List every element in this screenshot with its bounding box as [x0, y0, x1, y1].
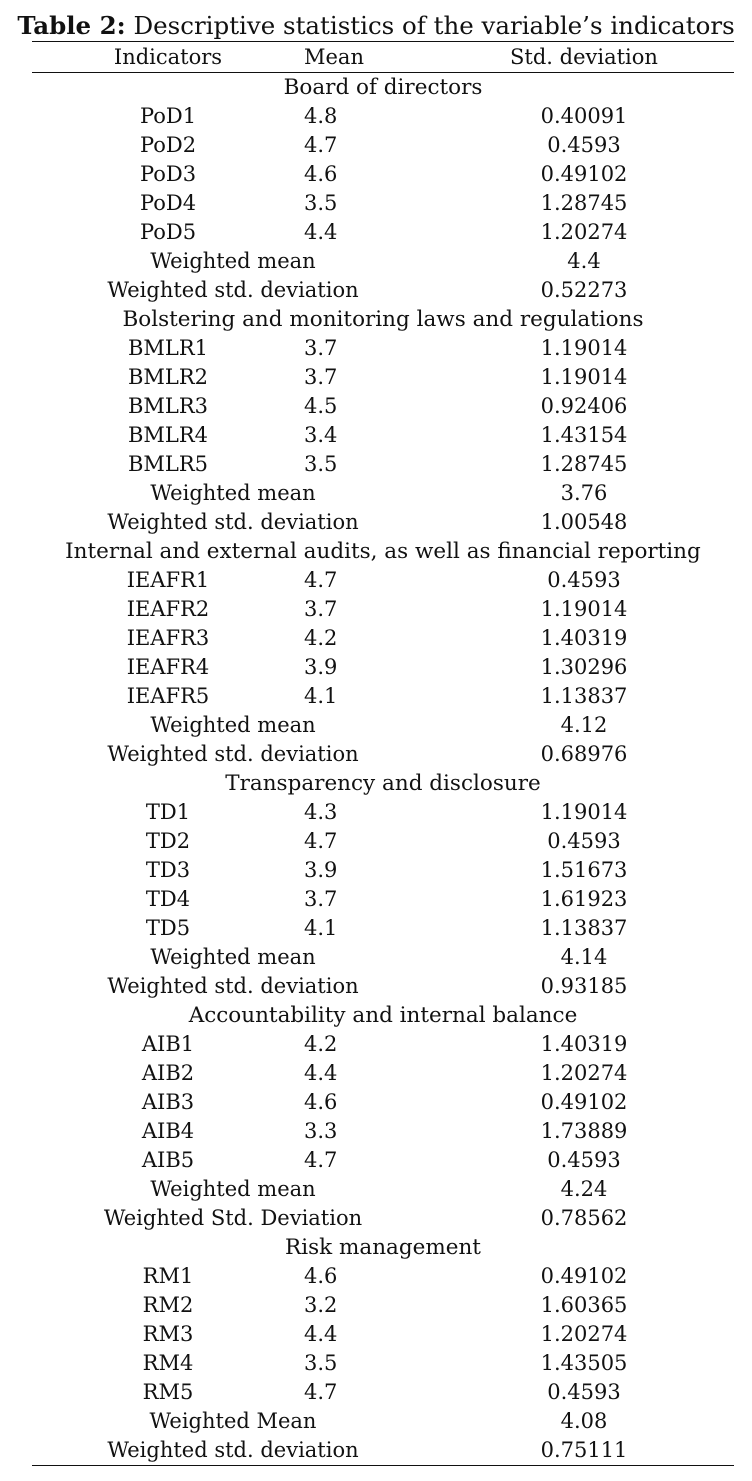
header-indicators: Indicators — [113, 44, 223, 69]
table-row — [32, 682, 734, 711]
section-row — [32, 73, 734, 103]
mean-cell: 4.7 — [304, 133, 338, 157]
mean-cell: 4.2 — [304, 1032, 338, 1056]
table-row — [32, 827, 734, 856]
mean-cell: 4.1 — [304, 684, 338, 708]
std-cell: 1.40319 — [540, 1032, 628, 1056]
table-row — [32, 653, 734, 682]
indicator-cell: PoD3 — [139, 162, 197, 186]
table-row — [32, 1378, 734, 1407]
weighted-mean-label: Weighted Mean — [149, 1409, 317, 1433]
table-row — [32, 1117, 734, 1146]
weighted-std-label: Weighted std. deviation — [107, 1438, 359, 1462]
weighted-mean-row — [32, 1175, 734, 1204]
std-cell: 0.4593 — [547, 1148, 621, 1172]
indicator-cell: PoD4 — [139, 191, 197, 215]
mean-cell: 4.3 — [304, 800, 338, 824]
weighted-mean-row — [32, 1407, 734, 1436]
std-cell: 1.60365 — [540, 1293, 628, 1317]
section-row — [32, 1001, 734, 1030]
table-row — [32, 334, 734, 363]
std-cell: 1.28745 — [540, 452, 628, 476]
weighted-mean-label: Weighted mean — [150, 945, 316, 969]
table-row — [32, 392, 734, 421]
mean-cell: 4.7 — [304, 1148, 338, 1172]
table-row — [32, 595, 734, 624]
weighted-std-label: Weighted Std. Deviation — [103, 1206, 363, 1230]
std-cell: 0.4593 — [547, 568, 621, 592]
table-row — [32, 450, 734, 479]
indicator-cell: BMLR2 — [127, 365, 209, 389]
mean-cell: 3.3 — [304, 1119, 338, 1143]
std-cell: 1.30296 — [540, 655, 628, 679]
std-cell: 1.13837 — [540, 916, 628, 940]
std-cell: 0.4593 — [547, 1380, 621, 1404]
weighted-mean-row — [32, 479, 734, 508]
weighted-mean-label: Weighted mean — [150, 1177, 316, 1201]
table-row — [32, 189, 734, 218]
table-row — [32, 1349, 734, 1378]
header-row — [32, 42, 734, 73]
weighted-mean-value: 4.08 — [560, 1409, 608, 1433]
section-title: Transparency and disclosure — [225, 771, 541, 796]
weighted-mean-label: Weighted mean — [150, 481, 316, 505]
mean-cell: 3.7 — [304, 887, 338, 911]
mean-cell: 3.7 — [304, 336, 338, 360]
weighted-std-row — [32, 1204, 734, 1233]
table-row — [32, 421, 734, 450]
weighted-mean-value: 4.24 — [560, 1177, 608, 1201]
weighted-std-value: 0.68976 — [540, 742, 628, 766]
weighted-std-value: 0.93185 — [540, 974, 628, 998]
std-cell: 1.20274 — [540, 1322, 628, 1346]
weighted-mean-row — [32, 943, 734, 972]
std-cell: 1.13837 — [540, 684, 628, 708]
std-cell: 0.4593 — [547, 133, 621, 157]
section-row — [32, 537, 734, 566]
mean-cell: 3.5 — [304, 1351, 338, 1375]
std-cell: 1.43154 — [540, 423, 628, 447]
weighted-mean-value: 3.76 — [560, 481, 608, 505]
descriptive-statistics-table — [32, 41, 734, 1466]
mean-cell: 3.2 — [304, 1293, 338, 1317]
mean-cell: 3.7 — [304, 365, 338, 389]
table-row — [32, 1030, 734, 1059]
indicator-cell: TD3 — [145, 858, 191, 882]
mean-cell: 4.7 — [304, 1380, 338, 1404]
section-row — [32, 769, 734, 798]
weighted-std-value: 1.00548 — [540, 510, 628, 534]
indicator-cell: RM3 — [142, 1322, 194, 1346]
table-row — [32, 885, 734, 914]
indicator-cell: AIB2 — [141, 1061, 195, 1085]
table-row — [32, 798, 734, 827]
std-cell: 0.40091 — [540, 104, 628, 128]
indicator-cell: RM4 — [142, 1351, 194, 1375]
mean-cell: 3.9 — [304, 858, 338, 882]
table-row — [32, 624, 734, 653]
mean-cell: 3.5 — [304, 191, 338, 215]
weighted-std-row — [32, 508, 734, 537]
mean-cell: 4.1 — [304, 916, 338, 940]
indicator-cell: PoD1 — [139, 104, 197, 128]
section-row — [32, 1233, 734, 1262]
indicator-cell: IEAFR4 — [126, 655, 210, 679]
indicator-cell: TD4 — [145, 887, 191, 911]
weighted-std-row — [32, 1436, 734, 1466]
indicator-cell: IEAFR5 — [126, 684, 210, 708]
std-cell: 1.20274 — [540, 220, 628, 244]
table-row — [32, 1146, 734, 1175]
std-cell: 1.19014 — [540, 365, 628, 389]
indicator-cell: IEAFR3 — [126, 626, 210, 650]
mean-cell: 4.4 — [304, 220, 338, 244]
header-mean: Mean — [304, 44, 364, 69]
indicator-cell: AIB3 — [141, 1090, 195, 1114]
weighted-std-label: Weighted std. deviation — [107, 974, 359, 998]
indicator-cell: TD5 — [145, 916, 191, 940]
section-title: Risk management — [285, 1235, 481, 1260]
indicator-cell: TD2 — [145, 829, 191, 853]
weighted-std-label: Weighted std. deviation — [107, 510, 359, 534]
weighted-std-value: 0.78562 — [540, 1206, 628, 1230]
table-row — [32, 218, 734, 247]
table-row — [32, 1291, 734, 1320]
weighted-mean-value: 4.12 — [560, 713, 608, 737]
table-row — [32, 1088, 734, 1117]
mean-cell: 4.2 — [304, 626, 338, 650]
caption-text: Descriptive statistics of the variable’s indicators — [125, 11, 735, 40]
mean-cell: 3.9 — [304, 655, 338, 679]
table-row — [32, 131, 734, 160]
std-cell: 1.73889 — [540, 1119, 628, 1143]
indicator-cell: BMLR1 — [127, 336, 209, 360]
std-cell: 1.19014 — [540, 336, 628, 360]
mean-cell: 4.6 — [304, 162, 338, 186]
std-cell: 1.51673 — [540, 858, 628, 882]
weighted-mean-label: Weighted mean — [150, 713, 316, 737]
mean-cell: 3.7 — [304, 597, 338, 621]
indicator-cell: AIB4 — [141, 1119, 195, 1143]
indicator-cell: RM2 — [142, 1293, 194, 1317]
indicator-cell: PoD5 — [139, 220, 197, 244]
weighted-mean-value: 4.14 — [560, 945, 608, 969]
caption-label: Table 2: — [17, 11, 126, 40]
indicator-cell: TD1 — [145, 800, 191, 824]
table-row — [32, 856, 734, 885]
indicator-cell: BMLR3 — [127, 394, 209, 418]
mean-cell: 4.7 — [304, 829, 338, 853]
weighted-std-label: Weighted std. deviation — [107, 742, 359, 766]
std-cell: 1.28745 — [540, 191, 628, 215]
indicator-cell: PoD2 — [139, 133, 197, 157]
mean-cell: 4.5 — [304, 394, 338, 418]
table-row — [32, 566, 734, 595]
table-row — [32, 1320, 734, 1349]
table-row — [32, 914, 734, 943]
indicator-cell: RM1 — [142, 1264, 194, 1288]
section-title: Bolstering and monitoring laws and regulations — [122, 307, 644, 332]
section-row — [32, 305, 734, 334]
weighted-std-row — [32, 276, 734, 305]
table-caption — [0, 8, 752, 44]
mean-cell: 4.4 — [304, 1322, 338, 1346]
weighted-mean-row — [32, 247, 734, 276]
mean-cell: 3.4 — [304, 423, 338, 447]
std-cell: 0.4593 — [547, 829, 621, 853]
std-cell: 0.49102 — [540, 1090, 628, 1114]
table-row — [32, 102, 734, 131]
table-row — [32, 1059, 734, 1088]
mean-cell: 4.7 — [304, 568, 338, 592]
table-row — [32, 363, 734, 392]
indicator-cell: IEAFR2 — [126, 597, 210, 621]
weighted-mean-value: 4.4 — [567, 249, 601, 273]
weighted-std-value: 0.75111 — [540, 1438, 628, 1462]
weighted-mean-label: Weighted mean — [150, 249, 316, 273]
mean-cell: 4.8 — [304, 104, 338, 128]
indicator-cell: AIB5 — [141, 1148, 195, 1172]
indicator-cell: BMLR5 — [127, 452, 209, 476]
std-cell: 1.19014 — [540, 800, 628, 824]
table-row — [32, 1262, 734, 1291]
std-cell: 1.19014 — [540, 597, 628, 621]
std-cell: 1.43505 — [540, 1351, 628, 1375]
indicator-cell: IEAFR1 — [126, 568, 210, 592]
indicator-cell: BMLR4 — [127, 423, 209, 447]
std-cell: 0.49102 — [540, 162, 628, 186]
indicator-cell: RM5 — [142, 1380, 194, 1404]
weighted-std-value: 0.52273 — [540, 278, 628, 302]
std-cell: 1.20274 — [540, 1061, 628, 1085]
weighted-std-row — [32, 740, 734, 769]
weighted-mean-row — [32, 711, 734, 740]
std-cell: 0.49102 — [540, 1264, 628, 1288]
table-row — [32, 160, 734, 189]
std-cell: 0.92406 — [540, 394, 628, 418]
section-title: Internal and external audits, as well as financial reporting — [65, 539, 701, 564]
weighted-std-label: Weighted std. deviation — [107, 278, 359, 302]
weighted-std-row — [32, 972, 734, 1001]
mean-cell: 4.6 — [304, 1264, 338, 1288]
header-std-deviation: Std. deviation — [510, 44, 658, 69]
mean-cell: 4.4 — [304, 1061, 338, 1085]
std-cell: 1.61923 — [540, 887, 628, 911]
table-body — [32, 73, 734, 1466]
section-title: Board of directors — [283, 75, 483, 100]
indicator-cell: AIB1 — [141, 1032, 195, 1056]
std-cell: 1.40319 — [540, 626, 628, 650]
mean-cell: 4.6 — [304, 1090, 338, 1114]
mean-cell: 3.5 — [304, 452, 338, 476]
section-title: Accountability and internal balance — [188, 1003, 578, 1028]
